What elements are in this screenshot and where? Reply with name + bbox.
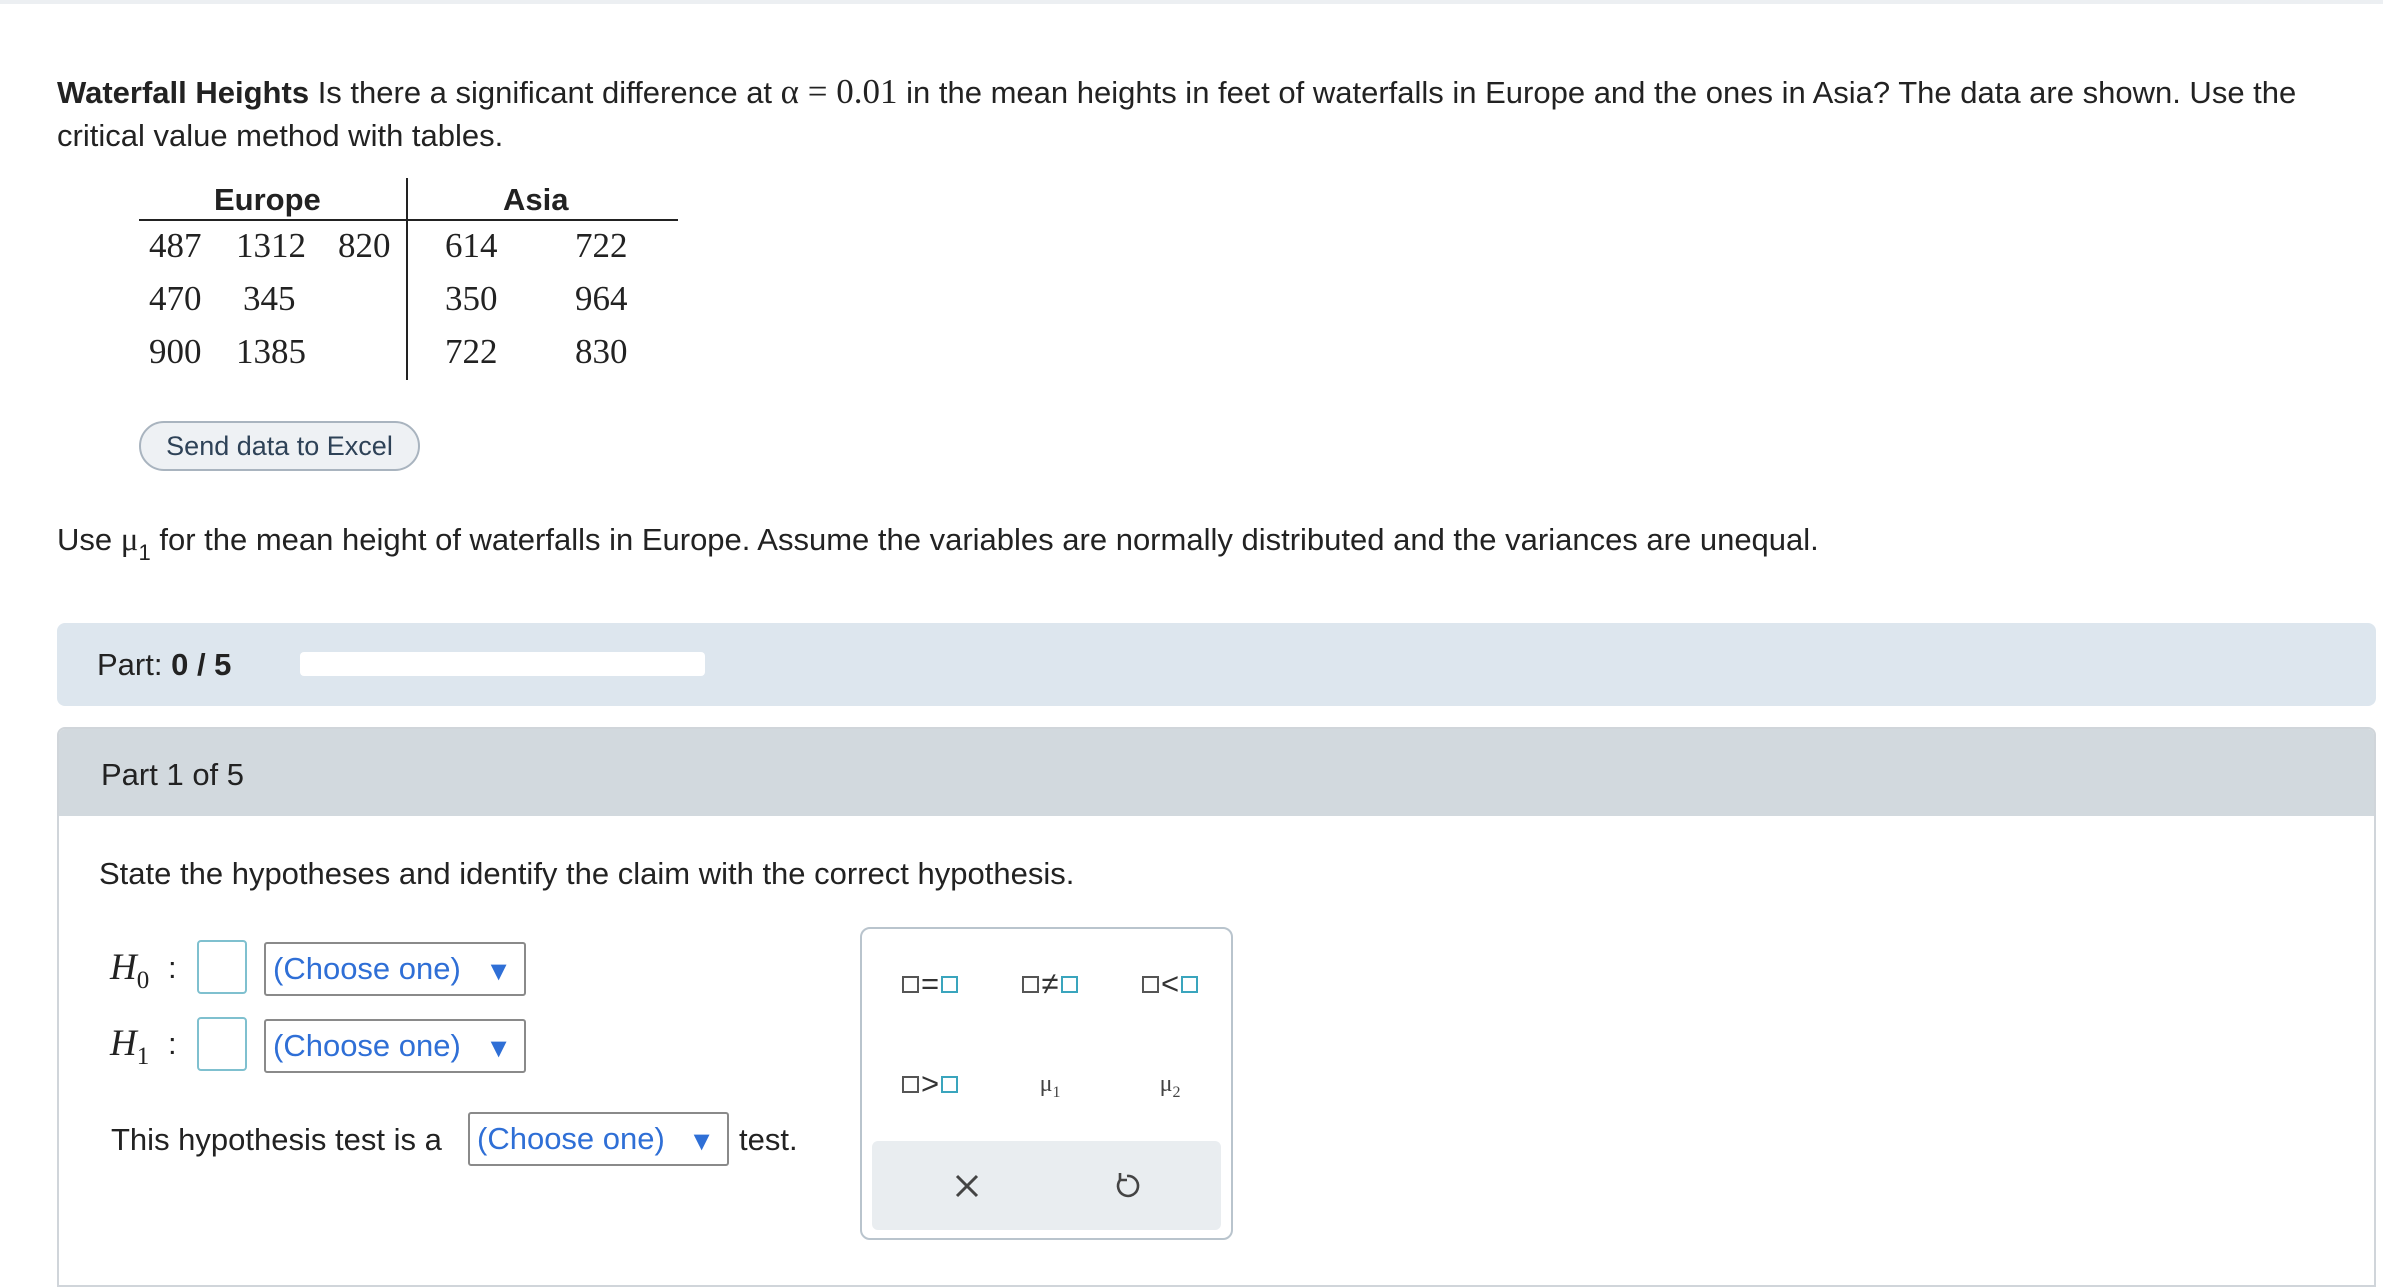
mu-symbol: μ [120,522,139,558]
palette-action-bar [872,1141,1221,1230]
header-asia: Asia [503,182,569,217]
not-equal-template-button[interactable]: ≠ [1010,959,1090,1009]
progress-banner [57,623,2376,706]
dropdown-arrow-icon: ▼ [688,1126,715,1156]
close-icon [953,1172,981,1200]
clear-button[interactable] [942,1161,992,1211]
table-cell: 350 [445,279,498,318]
progress-label: Part: 0 / 5 [97,647,232,682]
table-cell: 820 [338,226,391,265]
table-cell: 830 [575,332,628,371]
instruction-pre: Use [57,522,113,557]
mu2-button[interactable]: $\mu_2$ [1159,1070,1181,1101]
mu1-button[interactable]: $\mu_1$ [1039,1070,1061,1101]
instruction-text [57,518,1819,564]
part-header [59,729,2374,816]
h0-claim-select[interactable]: (Choose one) ▼ [264,942,526,996]
table-cell: 722 [575,226,628,265]
alpha-expression: α = 0.01 [780,72,898,111]
table-cell: 1385 [236,332,306,371]
h0-answer-box[interactable] [197,940,247,994]
table-cell: 470 [149,279,202,318]
test-type-suffix: test. [739,1122,798,1157]
progress-value: 0 / 5 [171,647,232,682]
mu-subscript: 1 [138,540,151,565]
less-than-template-button[interactable]: < [1130,959,1210,1009]
problem-title: Waterfall Heights [57,75,310,110]
table-cell: 964 [575,279,628,318]
table-cell: 1312 [236,226,306,265]
h1-colon: : [168,1026,177,1061]
h1-label: $H_1$ [110,1023,150,1070]
equals-template-button[interactable]: = [890,959,970,1009]
top-divider [0,0,2383,4]
part-title: Part 1 of 5 [101,757,245,792]
greater-than-template-button[interactable]: > [890,1059,970,1109]
h1-answer-box[interactable] [197,1017,247,1071]
undo-icon [1111,1170,1143,1202]
h1-claim-select[interactable]: (Choose one) ▼ [264,1019,526,1073]
table-cell: 900 [149,332,202,371]
progress-bar [300,652,705,676]
table-cell: 345 [243,279,296,318]
header-europe: Europe [214,182,321,217]
table-cell: 722 [445,332,498,371]
test-type-select[interactable]: (Choose one) ▼ [468,1112,729,1166]
table-cell: 487 [149,226,202,265]
table-divider [406,178,408,380]
instruction-post: for the mean height of waterfalls in Europe. Assume the variables are normally distributed and the variances are unequal. [159,522,1819,557]
math-palette [860,927,1233,1240]
h0-colon: : [168,950,177,985]
part-instruction: State the hypotheses and identify the claim with the correct hypothesis. [99,856,1075,891]
test-type-prefix: This hypothesis test is a [111,1122,442,1157]
problem-text-1: Is there a significant difference at [317,75,773,110]
dropdown-arrow-icon: ▼ [485,956,512,986]
problem-statement [57,70,2377,157]
undo-button[interactable] [1102,1161,1152,1211]
dropdown-arrow-icon: ▼ [485,1033,512,1063]
table-header-rule [139,219,678,221]
h0-label: $H_0$ [110,947,150,994]
problem-text-2: in the mean heights in feet of waterfalls in Europe and the ones in Asia? The data are shown. Use the critical value method with tables. [57,75,2297,153]
send-to-excel-button[interactable]: Send data to Excel [139,421,420,471]
table-cell: 614 [445,226,498,265]
